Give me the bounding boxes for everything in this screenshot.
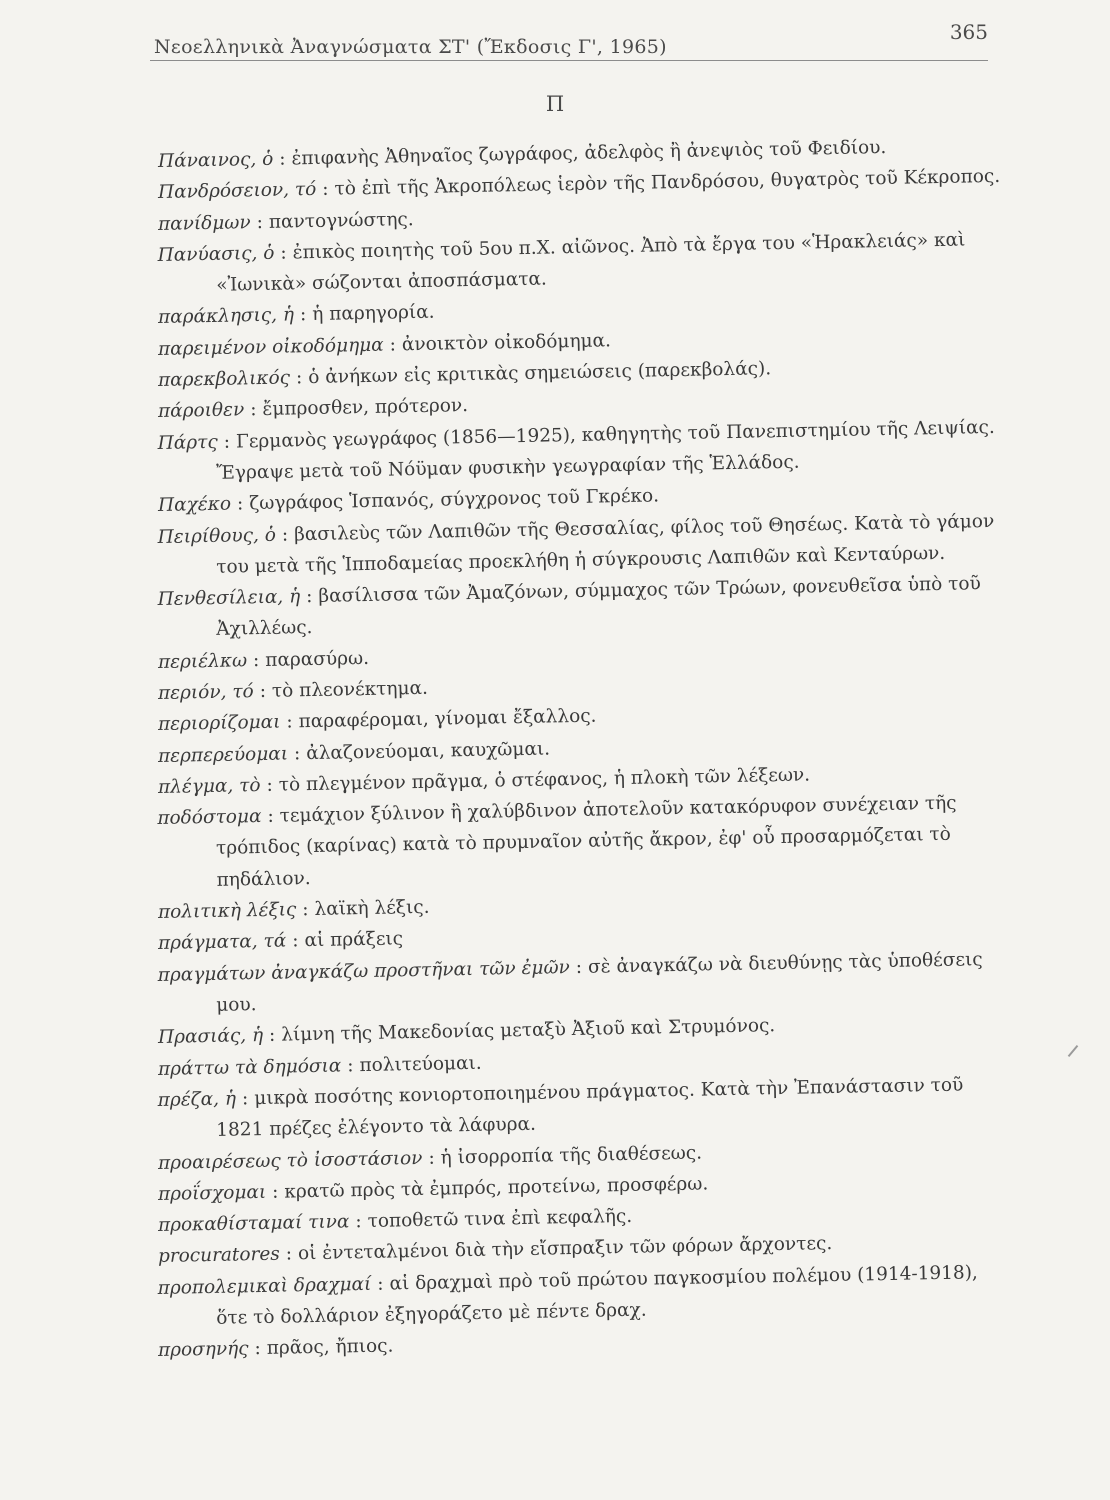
entry-term: πολιτικὴ λέξις	[157, 899, 297, 924]
entry-separator: :	[302, 899, 309, 921]
entry-separator: :	[259, 680, 267, 703]
entry-separator: :	[256, 211, 264, 233]
entry-term: procuratores	[157, 1244, 281, 1268]
entry-separator: :	[305, 586, 313, 608]
entry-definition: ζωγράφος Ἱσπανός, σύγχρονος τοῦ Γκρέκο.	[249, 485, 660, 515]
entry-separator: :	[280, 242, 287, 264]
entry-definition: αἱ πράξεις	[304, 928, 404, 952]
entry-definition: τὸ ἐπὶ τῆς Ἀκροπόλεως ἱερὸν τῆς Πανδρόσου, θυγατρὸς τοῦ Κέκροπος.	[334, 166, 1001, 200]
entry-definition: Γερμανὸς γεωγράφος (1856—1925), καθηγητὴς τοῦ Πανεπιστημίου τῆς Λειψίας. Ἔγραψε μετὰ τοῦ Νόϋμαν φυσικὴν γεωγραφίαν τῆς Ἑλλάδος.	[216, 416, 995, 484]
entry-term: πάροιθεν	[157, 399, 245, 423]
entry-definition: βασίλισσα τῶν Ἀμαζόνων, σύμμαχος τῶν Τρώων, φονευθεῖσα ὑπὸ τοῦ Ἀχιλλέως.	[216, 573, 982, 641]
entry-definition: ἐπικὸς ποιητὴς τοῦ 5ου π.Χ. αἰῶνος. Ἀπὸ τὰ ἔργα του «Ἡρακλειάς» καὶ «Ἰωνικὰ» σώζονται ἀποσπάσματα.	[216, 229, 966, 297]
entry-term: Πανδρόσειον, τό	[157, 179, 317, 204]
entry-term: προκαθίσταμαί τινα	[157, 1211, 350, 1237]
entry-term: ποδόστομα	[157, 806, 262, 830]
entry-definition: ἡ ἰσορροπία τῆς διαθέσεως.	[440, 1142, 703, 1169]
entry-definition: βασιλεὺς τῶν Λαπιθῶν τῆς Θεσσαλίας, φίλος τοῦ Θησέως. Κατὰ τὸ γάμον του μετὰ τῆς Ἱπποδαμείας προεκλήθη ἡ σύγκρουσις Λαπιθῶν καὶ Κενταύρων.	[216, 510, 995, 578]
entry-separator: :	[281, 524, 289, 546]
entry-separator: :	[575, 956, 583, 978]
entry-separator: :	[286, 711, 293, 733]
entry-separator: :	[254, 1338, 261, 1360]
entry-term: Παχέκο	[157, 493, 232, 517]
section-letter: Π	[545, 92, 565, 116]
entry-separator: :	[377, 1273, 384, 1295]
entry-definition: τὸ πλεονέκτημα.	[271, 677, 429, 702]
entry-separator: :	[279, 148, 286, 170]
entry-term: Πειρίθους, ὁ	[157, 524, 277, 548]
entry-definition: σὲ ἀναγκάζω νὰ διευθύνῃς τὰς ὑποθέσεις μου.	[216, 948, 983, 1016]
entry-definition: πολιτεύομαι.	[359, 1052, 482, 1076]
entry-separator: :	[285, 1243, 293, 1265]
entry-term: Πάρτς	[157, 431, 218, 454]
entry-definition: παρασύρω.	[265, 647, 370, 671]
entry-definition: τὸ πλεγμένον πρᾶγμα, ὁ στέφανος, ἡ πλοκὴ τῶν λέξεων.	[278, 764, 811, 796]
entry-separator: :	[355, 1211, 362, 1233]
entry-definition: ἡ παρηγορία.	[312, 302, 435, 326]
entry-term: πανίδμων	[157, 211, 251, 235]
entry-definition: τοποθετῶ τινα ἐπὶ κεφαλῆς.	[367, 1205, 633, 1233]
entry-term: πράττω τὰ δημόσια	[157, 1055, 342, 1080]
entry-definition: παντογνώστης.	[268, 208, 414, 233]
entry-separator: :	[428, 1147, 435, 1169]
entry-term: προαιρέσεως τὸ ἰσοστάσιον	[157, 1147, 423, 1174]
entry-separator: :	[295, 367, 303, 389]
entry-term: περπερεύομαι	[157, 743, 289, 767]
page-header	[150, 16, 988, 61]
entry-definition: μικρὰ ποσότης κονιορτοποιημένου πράγματος. Κατὰ τὴν Ἐπανάστασιν τοῦ 1821 πρέζες ἐλέγοντο τὰ λάφυρα.	[216, 1074, 964, 1142]
entry-term: πραγμάτων ἀναγκάζω προστῆναι τῶν ἐμῶν	[157, 956, 571, 986]
entry-term: Πανύασις, ὁ	[157, 242, 275, 266]
entry-separator: :	[347, 1054, 354, 1076]
entry-separator: :	[241, 1088, 249, 1110]
entry-term: προΐσχομαι	[157, 1181, 267, 1205]
entry-definition: ὁ ἀνήκων εἰς κριτικὰς σημειώσεις (παρεκβολάς).	[308, 358, 772, 389]
entry-term: παρεκβολικός	[157, 367, 291, 392]
entry-definition: ἀνοικτὸν οἰκοδόμημα.	[401, 330, 612, 356]
entry-definition: παραφέρομαι, γίνομαι ἔξαλλος.	[298, 705, 597, 733]
entry-separator: :	[236, 493, 244, 515]
entry-definition: ἔμπροσθεν, πρότερον.	[262, 395, 469, 421]
entry-definition: κρατῶ πρὸς τὰ ἐμπρός, προτείνω, προσφέρω.	[284, 1173, 709, 1203]
entry-term: Πρασιάς, ἡ	[157, 1025, 264, 1049]
entry-term: παράκλησις, ἡ	[157, 304, 295, 329]
entry-term: πλέγμα, τὸ	[157, 774, 261, 798]
entry-term: περιέλκω	[157, 650, 248, 673]
entry-separator: :	[322, 179, 329, 201]
entry-term: Πενθεσίλεια, ἡ	[157, 586, 301, 611]
entry-definition: αἱ δραχμαὶ πρὸ τοῦ πρώτου παγκοσμίου πολέμου (1914-1918), ὅτε τὸ δολλάριον ἐξηγοράζετο μὲ πέντε δραχ.	[216, 1261, 979, 1329]
entry-separator: :	[223, 431, 231, 453]
entry-term: παρειμένον οἰκοδόμημα	[157, 334, 384, 360]
entry-definition: λίμνη τῆς Μακεδονίας μεταξὺ Ἀξιοῦ καὶ Στρυμόνος.	[281, 1015, 776, 1046]
entry-separator: :	[250, 399, 257, 421]
entry-definition: ἐπιφανὴς Ἀθηναῖος ζωγράφος, ἀδελφὸς ἢ ἀνεψιὸς τοῦ Φειδίου.	[291, 137, 887, 170]
entry-separator: :	[271, 1181, 279, 1203]
entry-separator: :	[252, 649, 260, 671]
entry-term: προπολεμικαὶ δραχμαί	[157, 1273, 372, 1299]
entry-term: πρέζα, ἡ	[157, 1088, 237, 1111]
entry-definition: τεμάχιον ξύλινον ἢ χαλύβδινον ἀποτελοῦν κατακόρυφον συνέχειαν τῆς τρόπιδος (καρίνας) κατὰ τὸ πρυμναῖον αὐτῆς ἄκρον, ἐφ' οὗ προσαρμόζεται τὸ πηδάλιον.	[215, 792, 957, 891]
entry-term: περιορίζομαι	[157, 711, 281, 736]
glossary-entry	[157, 787, 1009, 897]
entry-separator: :	[299, 304, 307, 326]
running-head: Νεοελληνικὰ Ἀναγνώσματα ΣΤ' (Ἔκδοσις Γ', 1965)	[154, 36, 667, 58]
entry-term: περιόν, τό	[157, 681, 254, 705]
entry-separator: :	[389, 334, 397, 356]
page-number: 365	[949, 20, 988, 44]
entry-separator: :	[268, 1025, 276, 1047]
entry-term: πράγματα, τά	[157, 930, 287, 955]
entry-term: προσηνής	[157, 1338, 249, 1362]
entry-definition: λαϊκὴ λέξις.	[314, 896, 430, 921]
entry-separator: :	[292, 930, 299, 952]
entry-separator: :	[293, 742, 301, 765]
entry-term: Πάναινος, ὁ	[157, 148, 274, 172]
entry-separator: :	[267, 806, 274, 828]
entry-definition: ἀλαζονεύομαι, καυχῶμαι.	[306, 738, 551, 764]
entry-definition: οἱ ἐντεταλμένοι διὰ τὴν εἴσπραξιν τῶν φόρων ἄρχοντες.	[297, 1233, 833, 1265]
glossary-list	[157, 137, 1008, 1367]
scan-mark	[1068, 1045, 1079, 1057]
entry-separator: :	[266, 774, 273, 796]
entry-definition: πρᾶος, ἤπιος.	[266, 1335, 394, 1360]
